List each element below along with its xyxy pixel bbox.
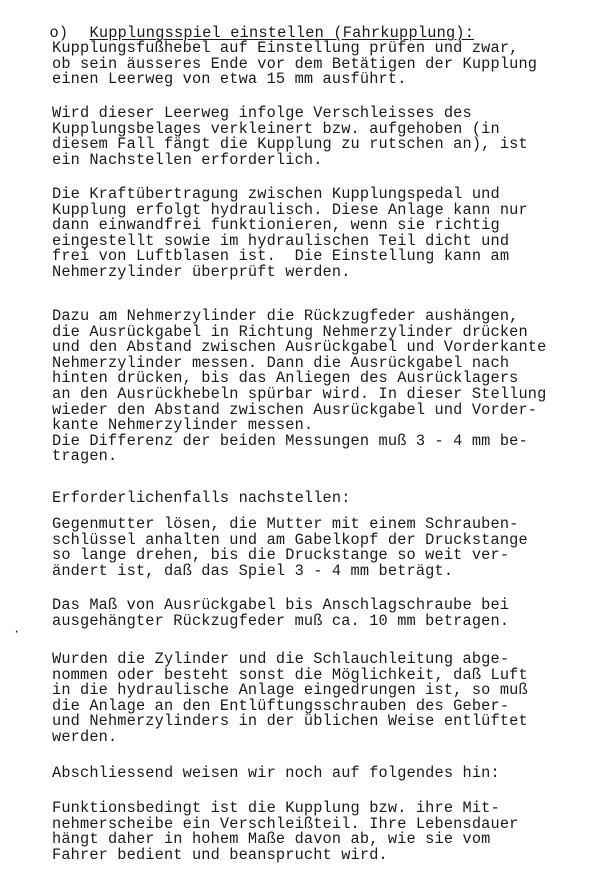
text-line: ausgehängter Rückzugfeder muß ca. 10 mm betragen.	[52, 611, 510, 630]
text-line: nommen oder besteht sonst die Möglichkeit, daß Luft	[52, 665, 528, 684]
paragraph-3	[52, 187, 528, 281]
text-line: Wurden die Zylinder und die Schlauchleitung abge-	[52, 650, 510, 668]
text-line: wieder den Abstand zwischen Ausrückgabel und Vorder-	[52, 400, 538, 419]
text-line: hängt daher in hohem Maße davon ab, wie sie vom	[52, 830, 491, 849]
text-line: Kupplung erfolgt hydraulisch. Diese Anlage kann nur	[52, 200, 528, 219]
section-title: Kupplungsspiel einstellen (Fahrkupplung):	[89, 24, 475, 42]
text-line: und den Abstand zwischen Ausrückgabel und Vorderkante	[52, 338, 547, 357]
paragraph-4	[52, 309, 546, 465]
text-line: Kupplungsfußhebel auf Einstellung prüfen und zwar,	[52, 39, 519, 57]
text-line: frei von Luftblasen ist. Die Einstellung kann am	[52, 247, 510, 266]
paragraph-2	[52, 106, 528, 168]
paragraph-5	[52, 491, 351, 507]
text-line: Nehmerzylinder messen. Dann die Ausrückgabel nach	[52, 353, 510, 372]
text-line: Gegenmutter lösen, die Mutter mit einem Schrauben-	[52, 515, 519, 533]
text-line: tragen.	[52, 447, 118, 466]
text-line: kante Nehmerzylinder messen.	[52, 416, 314, 435]
text-line: Das Maß von Ausrückgabel bis Anschlagschraube bei	[52, 596, 510, 614]
text-line: ob sein äusseres Ende vor dem Betätigen der Kupplung	[52, 54, 538, 73]
text-line: die Ausrückgabel in Richtung Nehmerzylinder drücken	[52, 322, 528, 341]
paragraph-8	[52, 652, 528, 746]
paragraph-9	[52, 766, 500, 782]
paragraph-7	[52, 598, 509, 629]
text-line: Funktionsbedingt ist die Kupplung bzw. ihre Mit-	[52, 799, 500, 817]
text-line: so lange drehen, bis die Druckstange so weit ver-	[52, 546, 510, 565]
text-line: in die hydraulische Anlage eingedrungen ist, so muß	[52, 681, 528, 700]
text-line: Erforderlichenfalls nachstellen:	[52, 489, 351, 507]
paragraph-1	[52, 41, 537, 88]
text-line: hinten drücken, bis das Anliegen des Ausrücklagers	[52, 369, 519, 388]
margin-mark: ·	[13, 625, 21, 639]
text-line: und Nehmerzylinders in der üblichen Weise entlüftet	[52, 712, 528, 731]
text-line: Abschliessend weisen wir noch auf folgendes hin:	[52, 764, 500, 782]
text-line: ein Nachstellen erforderlich.	[52, 150, 323, 169]
text-line: werden.	[52, 727, 118, 746]
text-line: ändert ist, daß das Spiel 3 - 4 mm beträgt.	[52, 561, 454, 580]
text-line: nehmerscheibe ein Verschleißteil. Ihre Lebensdauer	[52, 814, 519, 833]
text-line: eingestellt sowie im hydraulischen Teil dicht und	[52, 231, 510, 250]
text-line: Wird dieser Leerweg infolge Verschleisses des	[52, 104, 472, 122]
text-line: Kupplungsbelages verkleinert bzw. aufgehoben (in	[52, 119, 500, 138]
paragraph-6	[52, 517, 528, 579]
text-line: an den Ausrückhebeln spürbar wird. In dieser Stellung	[52, 384, 547, 403]
paragraph-10	[52, 801, 518, 863]
text-line: einen Leerweg von etwa 15 mm ausführt.	[52, 70, 407, 89]
text-line: die Anlage an den Entlüftungsschrauben des Geber-	[52, 696, 510, 715]
text-line: Die Differenz der beiden Messungen muß 3 - 4 mm be-	[52, 431, 528, 450]
text-line: Nehmerzylinder überprüft werden.	[52, 262, 351, 281]
section-number: o)	[49, 24, 69, 42]
text-line: dann einwandfrei funktionieren, wenn sie richtig	[52, 216, 500, 235]
text-line: Die Kraftübertragung zwischen Kupplungspedal und	[52, 185, 500, 203]
text-line: Fahrer bedient und beansprucht wird.	[52, 845, 388, 864]
text-line: schlüssel anhalten und am Gabelkopf der Druckstange	[52, 530, 528, 549]
text-line: Dazu am Nehmerzylinder die Rückzugfeder aushängen,	[52, 307, 519, 325]
text-line: diesem Fall fängt die Kupplung zu rutschen an), ist	[52, 135, 528, 154]
